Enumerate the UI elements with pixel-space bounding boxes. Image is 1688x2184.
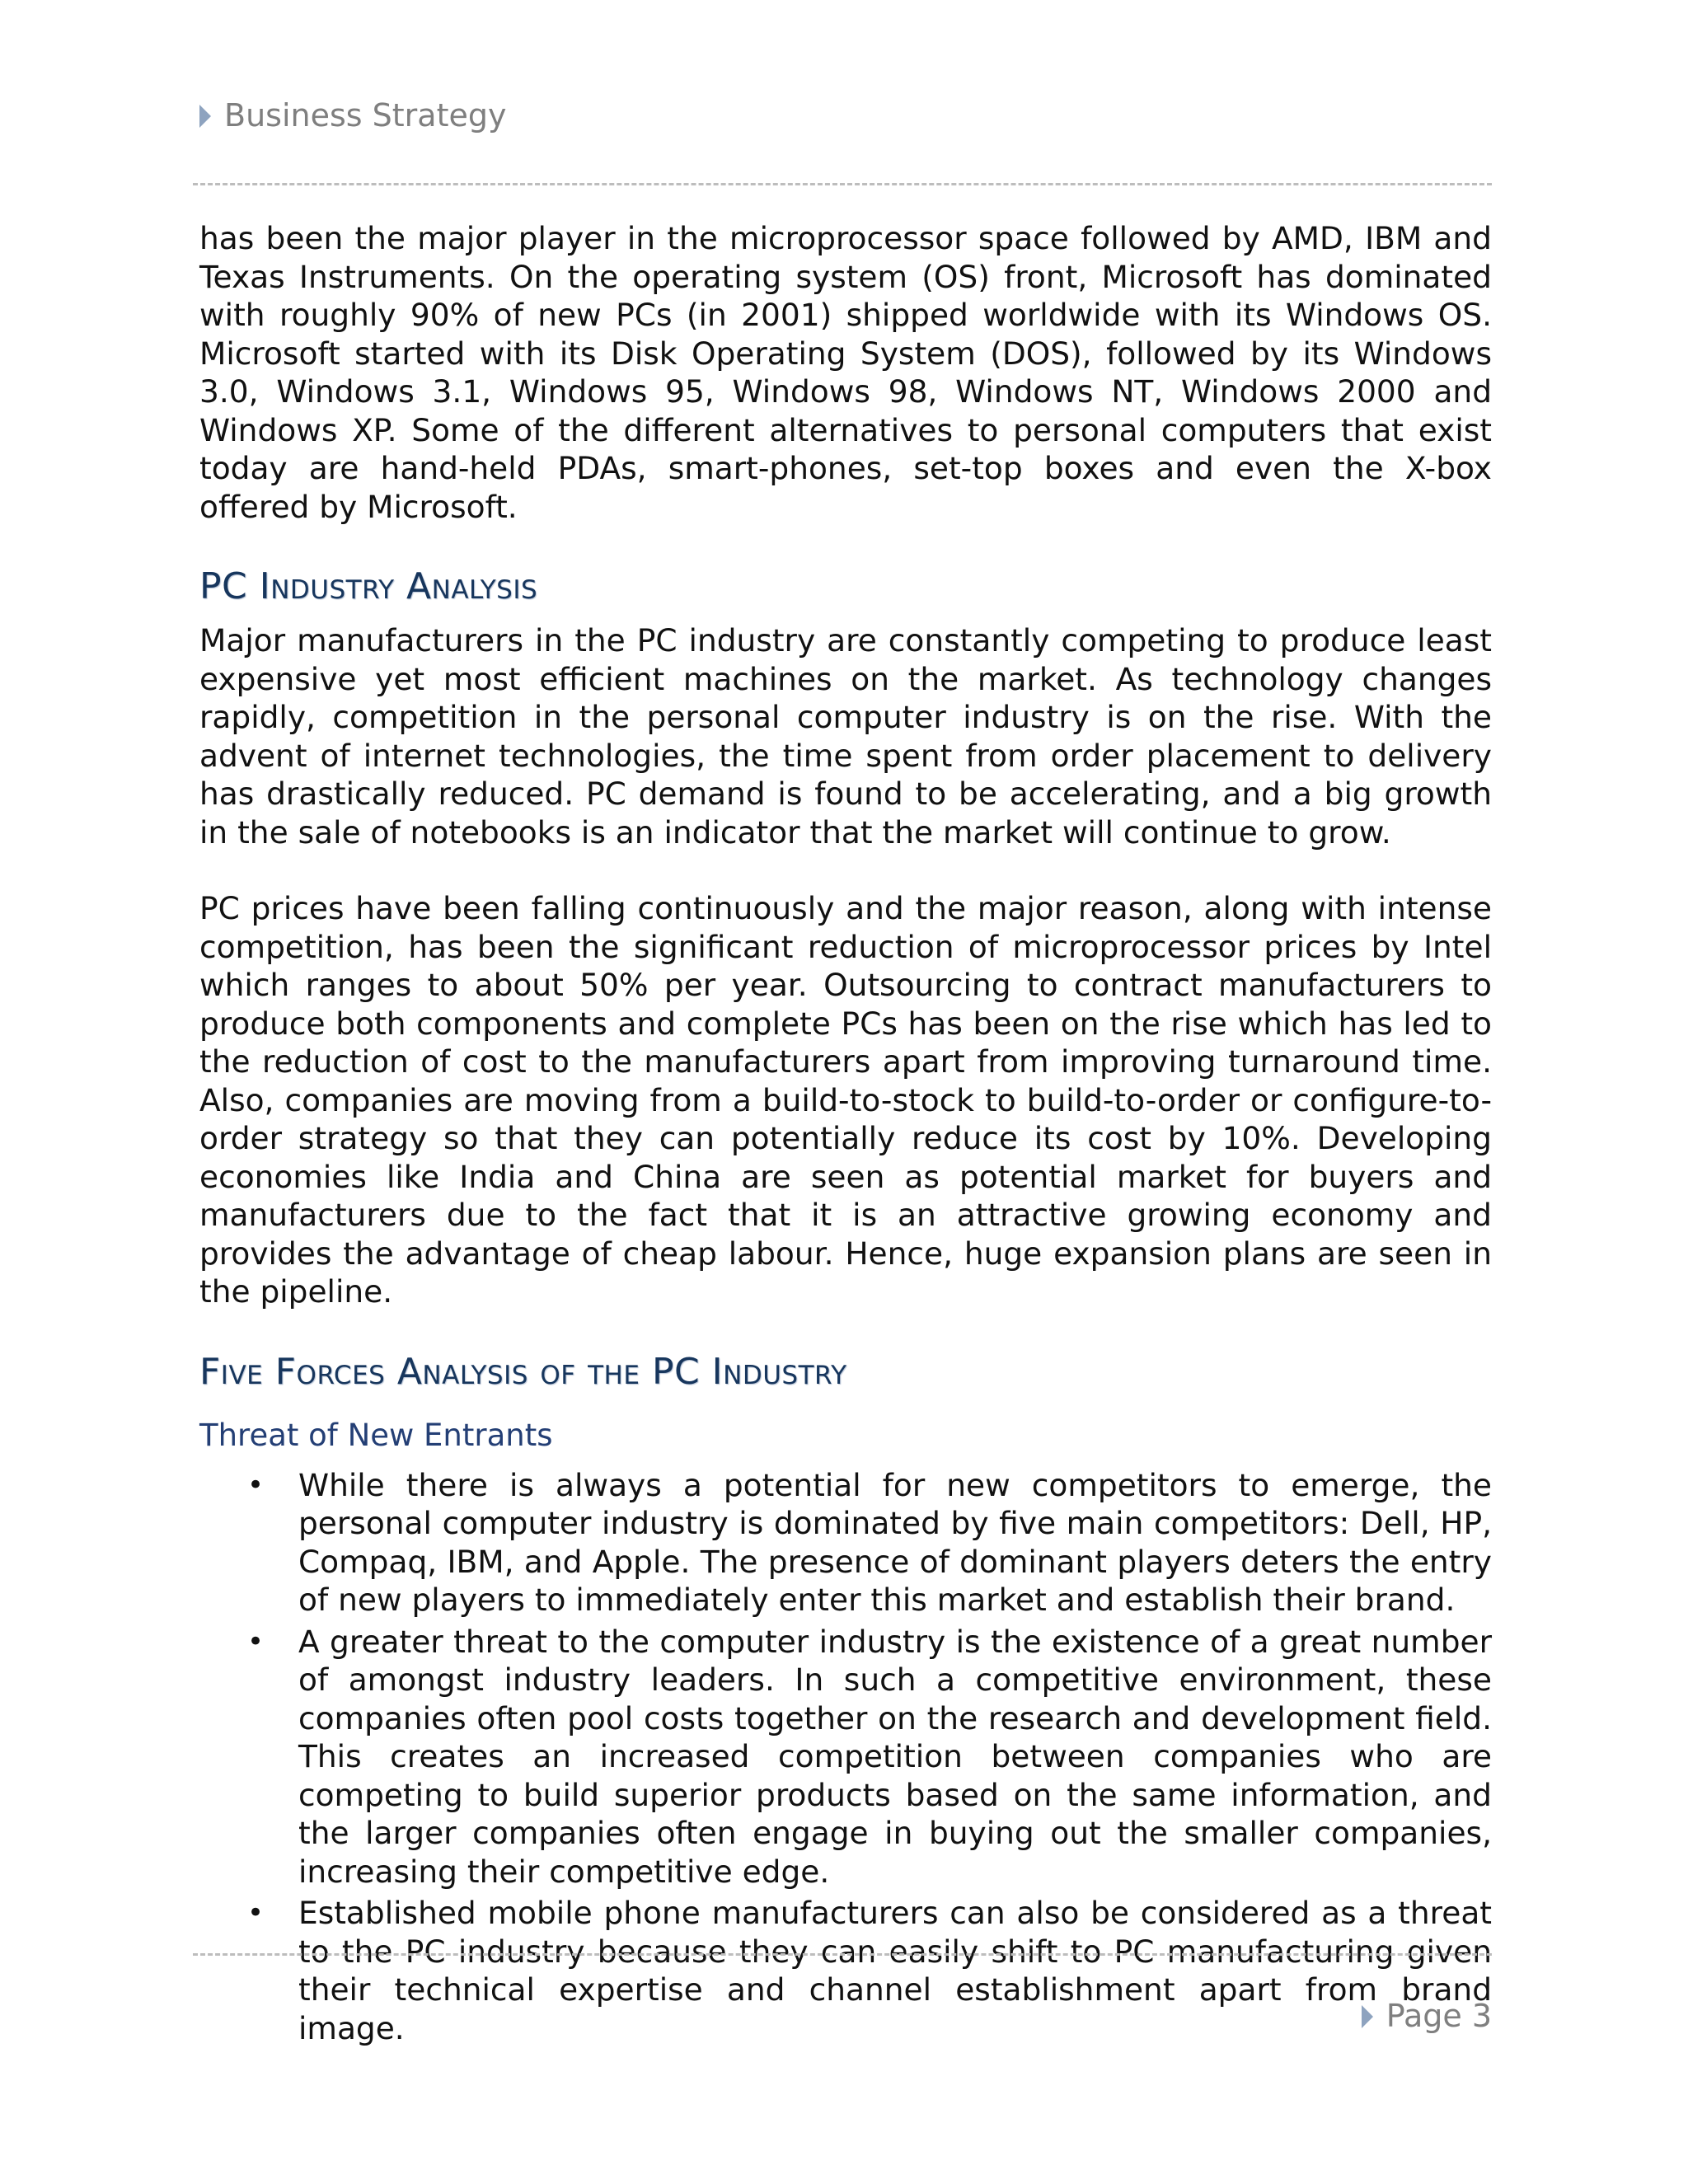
list-item-text: While there is always a potential for new competitors to emerge, the personal computer industry is dominated by five main competitors: Dell, HP, Compaq, IBM, and Apple. The presence of dominant players deters the entry of new players to immediately enter this market and establish their brand.	[298, 1466, 1492, 1618]
intro-paragraph: has been the major player in the microprocessor space followed by AMD, IBM and Texas Instruments. On the operating system (OS) front, Microsoft has dominated with roughly 90% of new PCs (in 2001) shipped worldwide with its Windows OS. Microsoft started with its Disk Operating System (DOS), followed by its Windows 3.0, Windows 3.1, Windows 95, Windows 98, Windows NT, Windows 2000 and Windows XP. Some of the different alternatives to personal computers that exist today are hand-held PDAs, smart-phones, set-top boxes and even the X-box offered by Microsoft.	[199, 220, 1492, 525]
header-title: Business Strategy	[224, 97, 507, 134]
page-body	[199, 219, 1492, 2050]
list-item-text: Established mobile phone manufacturers can also be considered as a threat to the PC industry because they can easily shift to PC manufacturing given their technical expertise and channel establishment apart from brand image.	[298, 1895, 1492, 2046]
bullet-icon: •	[247, 1896, 265, 1929]
pc-industry-paragraph-2: PC prices have been falling continuously and the major reason, along with intense competition, has been the significant reduction of microprocessor prices by Intel which ranges to about 50% per year. Outsourcing to contract manufacturers to produce both components and complete PCs has been on the rise which has led to the reduction of cost to the manufacturers apart from improving turnaround time. Also, companies are moving from a build-to-stock to build-to-order or configure-to-order strategy so that they can potentially reduce its cost by 10%. Developing economies like India and China are seen as potential market for buyers and manufacturers due to the fact that it is an attractive growing economy and provides the advantage of cheap labour. Hence, huge expansion plans are seen in the pipeline.	[199, 890, 1492, 1310]
page-footer	[1362, 1998, 1492, 2034]
pc-industry-paragraph-1: Major manufacturers in the PC industry are constantly competing to produce least expensive yet most efficient machines on the market. As technology changes rapidly, competition in the personal computer industry is on the rise. With the advent of internet technologies, the time spent from order placement to delivery has drastically reduced. PC demand is found to be accelerating, and a big growth in the sale of notebooks is an indicator that the market will continue to grow.	[199, 622, 1492, 851]
list-item	[199, 1466, 1492, 1619]
footer-triangle-icon	[1362, 2005, 1373, 2028]
page-number: Page 3	[1386, 1998, 1492, 2034]
bullet-icon: •	[247, 1468, 265, 1502]
list-item	[199, 1894, 1492, 2047]
section-heading-five-forces: Five Forces Analysis of the PC Industry	[199, 1350, 847, 1393]
list-item	[199, 1623, 1492, 1891]
section-heading-pc-industry: PC Industry Analysis	[199, 565, 538, 607]
subheading-threat-new-entrants: Threat of New Entrants	[199, 1417, 553, 1453]
bullet-icon: •	[247, 1624, 265, 1658]
list-item-text: A greater threat to the computer industry is the existence of a great number of amongst industry leaders. In such a competitive environment, these companies often pool costs together on the research and development field. This creates an increased competition between companies who are competing to build superior products based on the same information, and the larger companies often engage in buying out the smaller companies, increasing their competitive edge.	[298, 1623, 1492, 1890]
running-header	[199, 97, 506, 134]
threat-bullet-list	[199, 1466, 1492, 2048]
header-divider	[193, 183, 1492, 185]
footer-divider	[193, 1953, 1492, 1956]
header-triangle-icon	[199, 105, 211, 128]
